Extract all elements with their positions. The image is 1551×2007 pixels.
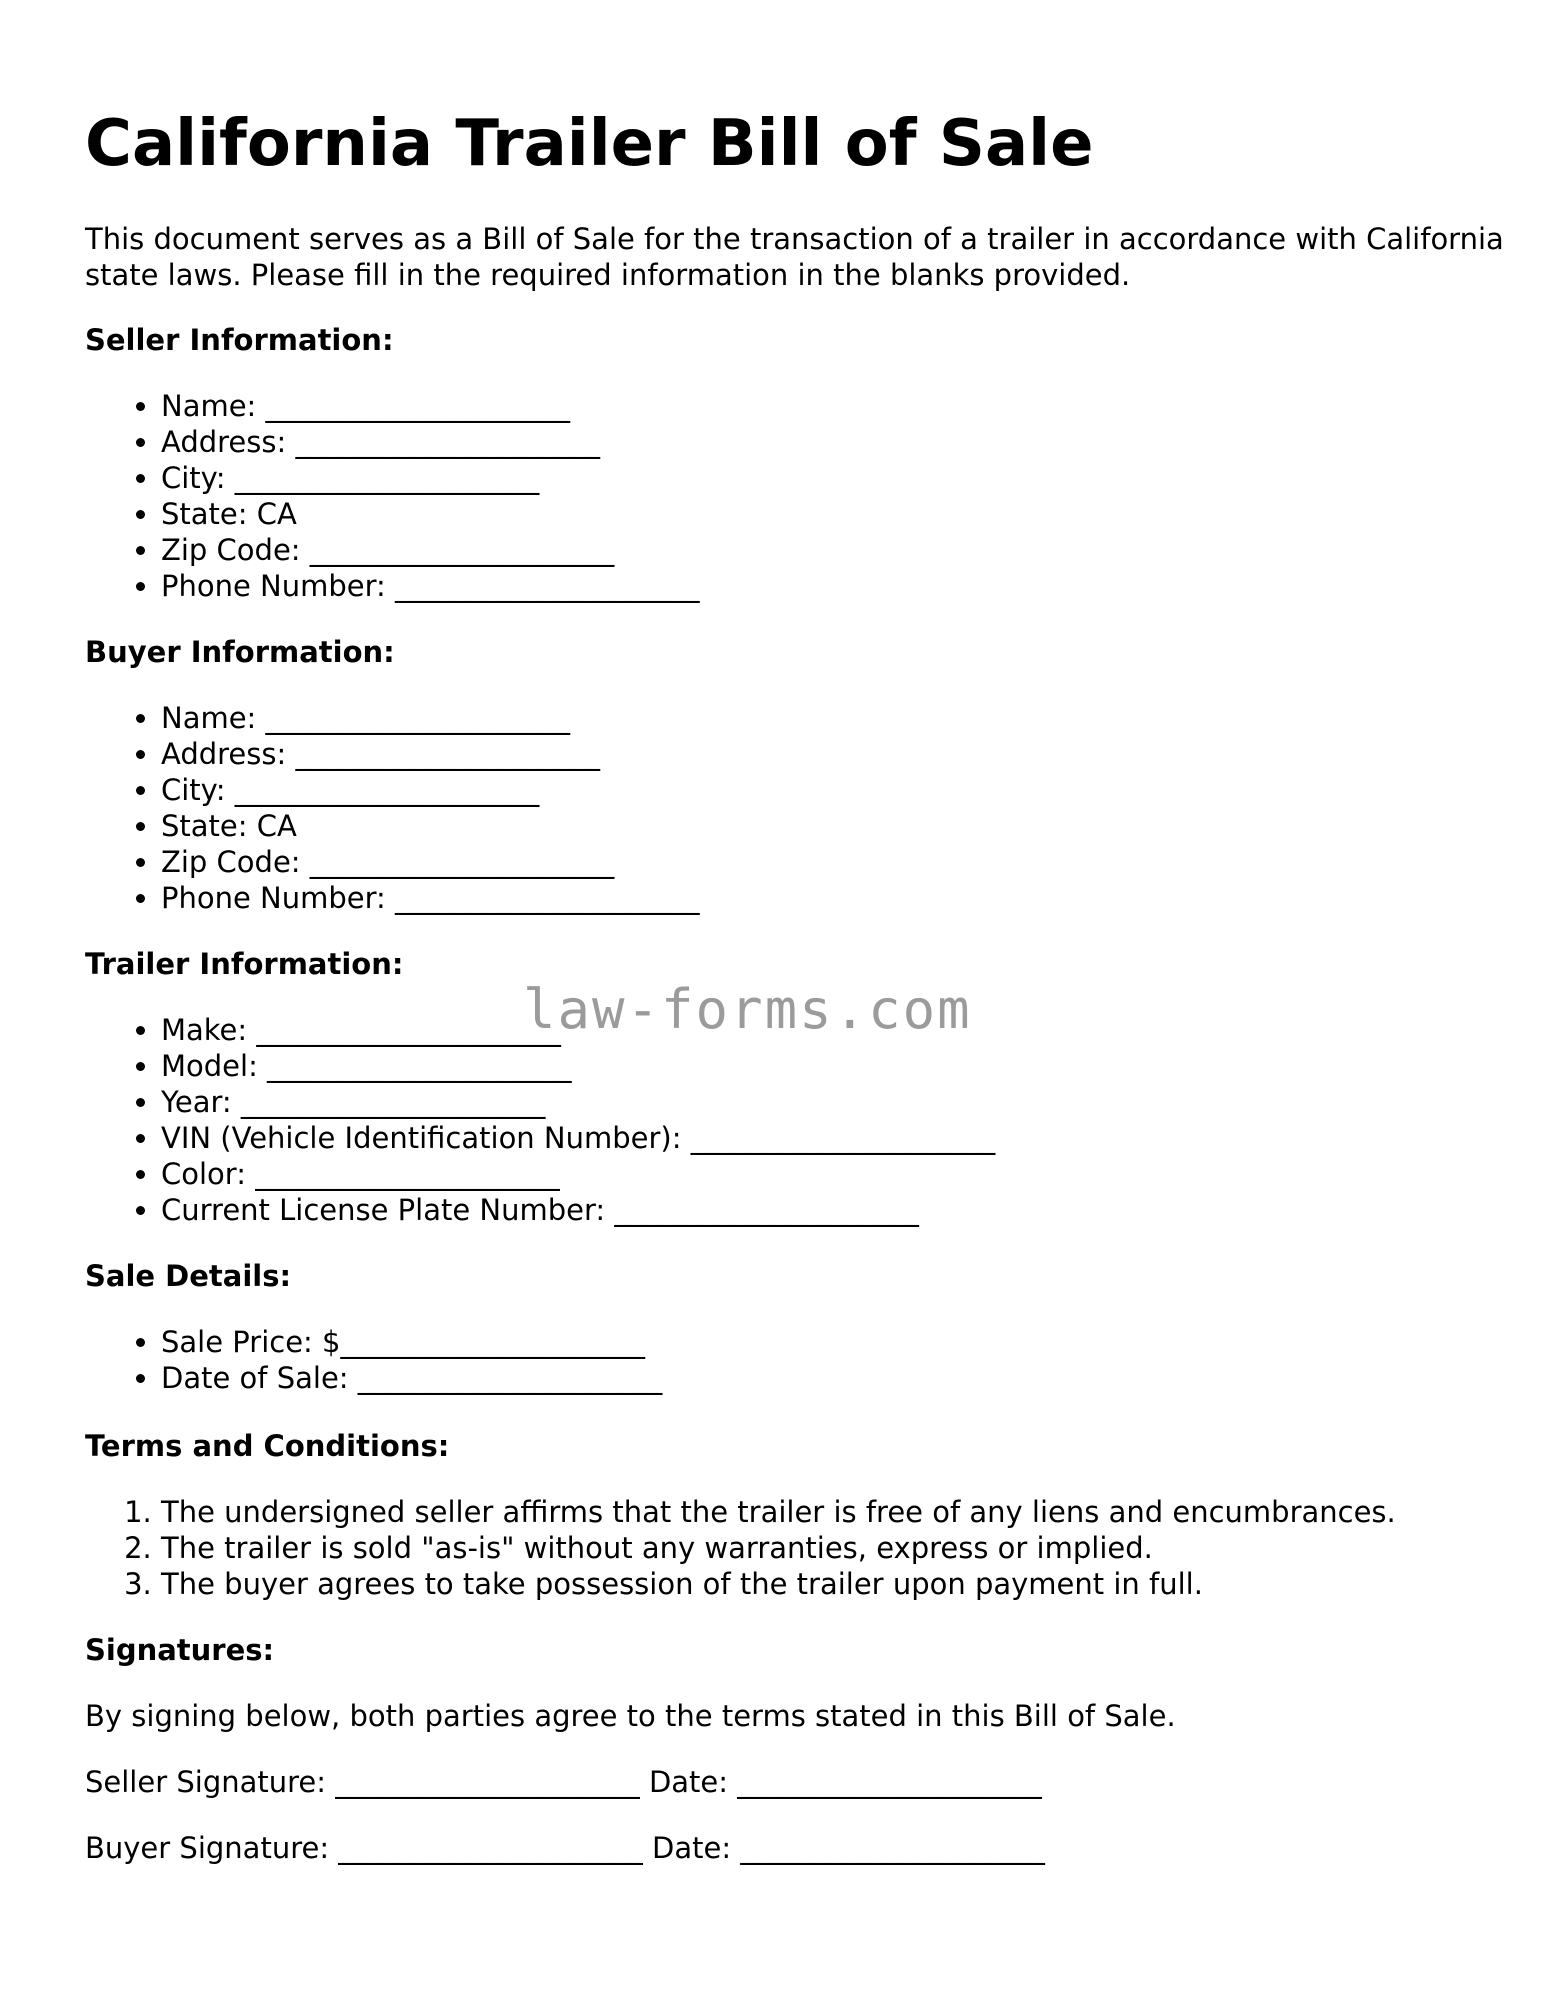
- document-title: California Trailer Bill of Sale: [85, 107, 1094, 181]
- buyer-fields-list: [85, 700, 700, 916]
- buyer-heading: Buyer Information:: [85, 635, 395, 669]
- sale-heading: Sale Details:: [85, 1259, 292, 1293]
- signatures-statement: By signing below, both parties agree to the terms stated in this Bill of Sale.: [85, 1699, 1176, 1733]
- buyer-city-field: • City: _____________________: [161, 772, 700, 808]
- seller-signature-line: Seller Signature: _____________________ Date: _____________________: [85, 1765, 1042, 1799]
- buyer-state-field: • State: CA: [161, 808, 700, 844]
- seller-city-field: • City: _____________________: [161, 460, 700, 496]
- seller-heading: Seller Information:: [85, 323, 394, 357]
- trailer-year-field: • Year: _____________________: [161, 1084, 995, 1120]
- terms-heading: Terms and Conditions:: [85, 1429, 450, 1463]
- trailer-vin-field: • VIN (Vehicle Identification Number): _____________________: [161, 1120, 995, 1156]
- sale-date-field: • Date of Sale: _____________________: [161, 1360, 662, 1396]
- trailer-color-field: • Color: _____________________: [161, 1156, 995, 1192]
- signatures-heading: Signatures:: [85, 1633, 275, 1667]
- seller-address-field: • Address: _____________________: [161, 424, 700, 460]
- trailer-heading: Trailer Information:: [85, 947, 404, 981]
- watermark: law-forms.com: [523, 978, 972, 1041]
- trailer-fields-list: [85, 1012, 995, 1228]
- seller-name-field: • Name: _____________________: [161, 388, 700, 424]
- intro-paragraph: This document serves as a Bill of Sale for the transaction of a trailer in accordance with California state laws. Please fill in the required information in the blanks provided.: [85, 222, 1504, 292]
- terms-item: 3. The buyer agrees to take possession of the trailer upon payment in full.: [161, 1566, 1396, 1602]
- trailer-plate-field: • Current License Plate Number: _____________________: [161, 1192, 995, 1228]
- buyer-name-field: • Name: _____________________: [161, 700, 700, 736]
- terms-item: 2. The trailer is sold "as-is" without any warranties, express or implied.: [161, 1530, 1396, 1566]
- sale-fields-list: [85, 1324, 662, 1396]
- buyer-zip-field: • Zip Code: _____________________: [161, 844, 700, 880]
- seller-fields-list: [85, 388, 700, 604]
- seller-state-field: • State: CA: [161, 496, 700, 532]
- terms-list: [85, 1494, 1396, 1602]
- sale-price-field: • Sale Price: $_____________________: [161, 1324, 662, 1360]
- trailer-model-field: • Model: _____________________: [161, 1048, 995, 1084]
- buyer-address-field: • Address: _____________________: [161, 736, 700, 772]
- buyer-phone-field: • Phone Number: _____________________: [161, 880, 700, 916]
- trailer-make-field: • Make: _____________________: [161, 1012, 995, 1048]
- seller-zip-field: • Zip Code: _____________________: [161, 532, 700, 568]
- seller-phone-field: • Phone Number: _____________________: [161, 568, 700, 604]
- buyer-signature-line: Buyer Signature: _____________________ Date: _____________________: [85, 1831, 1045, 1865]
- terms-item: 1. The undersigned seller affirms that the trailer is free of any liens and encumbrances.: [161, 1494, 1396, 1530]
